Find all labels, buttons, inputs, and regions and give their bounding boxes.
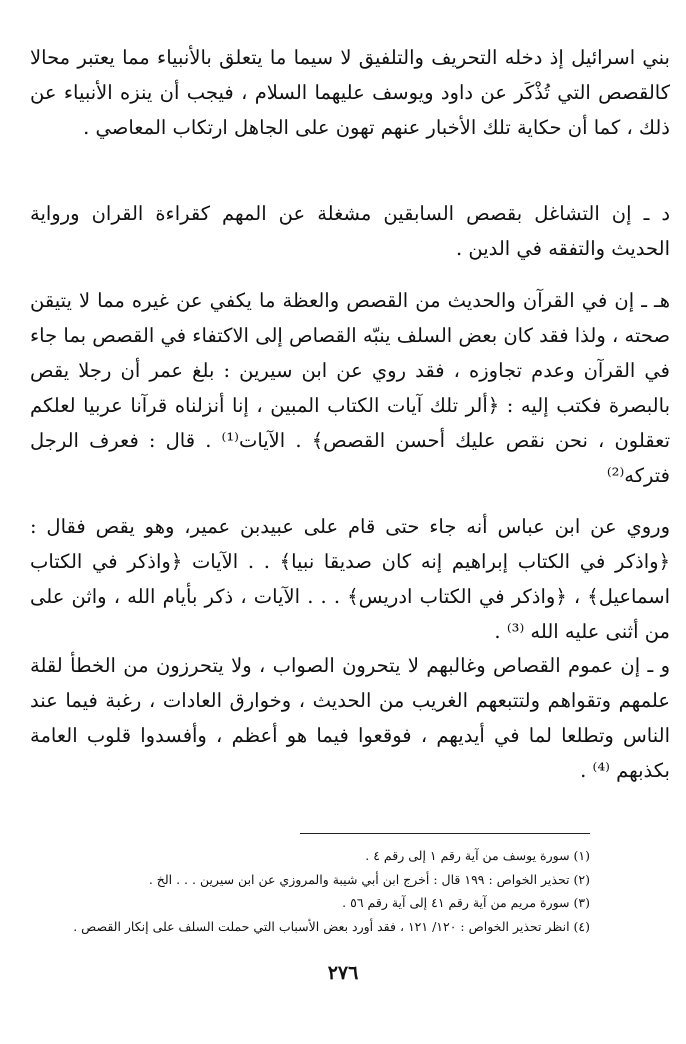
footnote-2: (٢) تحذير الخواص : ١٩٩ قال : أخرج ابن أبي شيبة والمروزي عن ابن سيرين . . . الخ . xyxy=(148,871,590,887)
footnote-1: (١) سورة يوسف من آية رقم ١ إلى رقم ٤ . xyxy=(365,848,590,863)
footnote-3: (٣) سورة مريم من آية رقم ٤١ إلى آية رقم ٥٦ . xyxy=(342,895,590,910)
paragraph-dal: د ـ إن التشاغل بقصص السابقين مشغلة عن المهم كقراءة القران ورواية الحديث والتفقه في الدين . xyxy=(30,202,670,260)
paragraph-continuation: بني اسرائيل إذ دخله التحريف والتلفيق لا سيما ما يتعلق بالأنبياء مما يعتبر محالا كالقصص التي تُذْكَر عن داود ويوسف عليهما السلام ، فيجب أن ينزه الأنبياء عن ذلك ، كما أن حكاية تلك الأخبار عنهم تهون على الجاهل ارتكاب المعاصي . xyxy=(30,46,670,139)
footnotes xyxy=(30,844,590,938)
paragraph-ibn-abbas: وروي عن ابن عباس أنه جاء حتى قام على عبيدبن عمير، وهو يقص فقال : ﴿واذكر في الكتاب إبراهيم إنه كان صديقا نبيا﴾ . . الآيات ﴿واذكر في الكتاب اسماعيل﴾ ، ﴿واذكر في الكتاب ادريس﴾ . . . الآيات ، ذكر بأيام الله ، واثن على من أثنى عليه الله ⁽³⁾ . xyxy=(30,515,670,643)
page-number: ٢٧٦ xyxy=(327,962,359,984)
footnote-4: (٤) انظر تحذير الخواص : ١٢٠/ ١٢١ ، فقد أورد بعض الأسباب التي حملت السلف على إنكار القصص . xyxy=(73,918,590,934)
footnote-separator xyxy=(300,833,590,834)
paragraph-ha: هـ ـ إن في القرآن والحديث من القصص والعظة ما يكفي عن غيره مما لا يتيقن صحته ، ولذا فقد كان بعض السلف ينبّه القصاص إلى الاكتفاء في القصص بما جاء في القرآن وعدم تجاوزه ، فقد روي عن ابن سيرين : بلغ عمر أن رجلا يقص بالبصرة فكتب إليه : ﴿ألر تلك آيات الكتاب المبين ، إنا أنزلناه قرآنا عربيا لعلكم تعقلون ، نحن نقص عليك أحسن القصص﴾ . الآيات⁽¹⁾ . قال : فعرف الرجل فتركه⁽²⁾ xyxy=(30,289,671,487)
paragraph-waw: و ـ إن عموم القصاص وغالبهم لا يتحرون الصواب ، ولا يتحرزون من الخطأ لقلة علمهم وتقواهم ولتتبعهم الغريب من الحديث ، وخوارق العادات ، رغبة فيما عند الناس وتطلعا لما في أيديهم ، فوقعوا فيما هو أعظم ، وأفسدوا قلوب العامة بكذبهم ⁽⁴⁾ . xyxy=(30,654,670,782)
